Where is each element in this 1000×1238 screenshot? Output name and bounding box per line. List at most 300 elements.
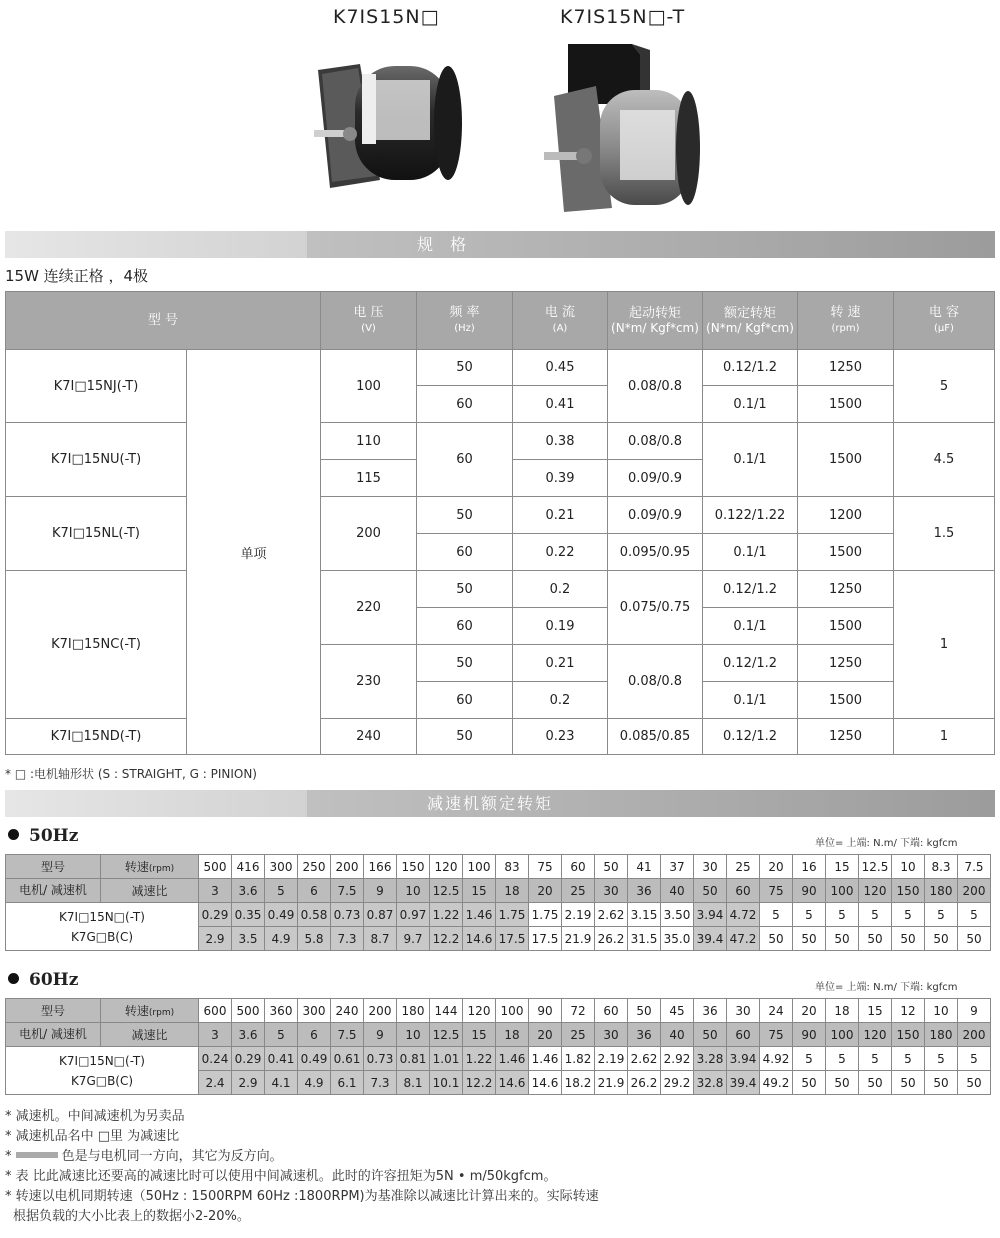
cap-cell: 5 xyxy=(894,350,995,423)
torque-nm-cell: 3.15 xyxy=(628,903,661,927)
model-cell xyxy=(6,1047,199,1095)
cap-cell: 4.5 xyxy=(894,423,995,497)
torque-kgfcm-cell: 47.2 xyxy=(727,927,760,951)
freq-cell: 60 xyxy=(417,534,513,571)
nm-row xyxy=(6,903,991,927)
start-torque-cell: 0.075/0.75 xyxy=(608,571,703,645)
torque-nm-cell: 5 xyxy=(826,1047,859,1071)
label-speed: 转速(rpm) xyxy=(101,855,199,879)
torque-nm-cell: 5 xyxy=(892,903,925,927)
torque-kgfcm-cell: 4.9 xyxy=(265,927,298,951)
start-torque-cell: 0.08/0.8 xyxy=(608,645,703,719)
ratio-cell: 36 xyxy=(628,1023,661,1047)
torque-kgfcm-cell: 50 xyxy=(892,1071,925,1095)
torque-kgfcm-cell: 10.1 xyxy=(430,1071,463,1095)
ratio-cell: 150 xyxy=(892,1023,925,1047)
torque-nm-cell: 3.50 xyxy=(661,903,694,927)
torque-kgfcm-cell: 2.9 xyxy=(232,1071,265,1095)
ratio-cell: 90 xyxy=(793,879,826,903)
current-cell: 0.21 xyxy=(513,645,608,682)
label-machine: 电机/ 减速机 xyxy=(6,879,101,903)
label-ratio: 减速比 xyxy=(101,879,199,903)
torque-nm-cell: 1.01 xyxy=(430,1047,463,1071)
torque-nm-cell: 0.97 xyxy=(397,903,430,927)
ratio-cell: 10 xyxy=(397,1023,430,1047)
speed-cell: 1250 xyxy=(798,350,894,386)
footnote-2: * 减速机品名中 □里 为减速比 xyxy=(5,1129,180,1144)
shaft-note: * □ :电机轴形状 (S : STRAIGHT, G : PINION) xyxy=(5,767,257,781)
torque-kgfcm-cell: 21.9 xyxy=(595,1071,628,1095)
start-torque-cell: 0.085/0.85 xyxy=(608,719,703,755)
spec-section-title: 规 格 xyxy=(307,231,995,258)
freq-cell: 60 xyxy=(417,423,513,497)
speed-cell: 18 xyxy=(826,999,859,1023)
ratio-cell: 75 xyxy=(760,879,793,903)
spec-row xyxy=(6,423,995,460)
rated-torque-cell: 0.1/1 xyxy=(703,682,798,719)
speed-cell: 8.3 xyxy=(925,855,958,879)
start-torque-cell: 0.09/0.9 xyxy=(608,460,703,497)
torque-nm-cell: 5 xyxy=(793,1047,826,1071)
speed-cell: 1500 xyxy=(798,534,894,571)
current-cell: 0.23 xyxy=(513,719,608,755)
speed-row xyxy=(6,855,991,879)
current-cell: 0.45 xyxy=(513,350,608,386)
speed-cell: 100 xyxy=(496,999,529,1023)
ratio-cell: 20 xyxy=(529,1023,562,1047)
speed-cell: 9 xyxy=(958,999,991,1023)
torque-kgfcm-cell: 26.2 xyxy=(628,1071,661,1095)
speed-cell: 200 xyxy=(331,855,364,879)
speed-cell: 50 xyxy=(628,999,661,1023)
start-torque-cell: 0.095/0.95 xyxy=(608,534,703,571)
torque-nm-cell: 1.22 xyxy=(463,1047,496,1071)
torque-kgfcm-cell: 5.8 xyxy=(298,927,331,951)
torque-nm-cell: 3.28 xyxy=(694,1047,727,1071)
speed-cell: 1250 xyxy=(798,719,894,755)
torque-nm-cell: 0.61 xyxy=(331,1047,364,1071)
torque-kgfcm-cell: 35.0 xyxy=(661,927,694,951)
product-title-2: K7IS15N□-T xyxy=(560,6,686,28)
ratio-cell: 15 xyxy=(463,1023,496,1047)
ratio-cell: 12.5 xyxy=(430,879,463,903)
speed-cell: 250 xyxy=(298,855,331,879)
speed-cell: 500 xyxy=(199,855,232,879)
torque-nm-cell: 5 xyxy=(859,903,892,927)
freq-cell: 50 xyxy=(417,645,513,682)
torque-kgfcm-cell: 7.3 xyxy=(364,1071,397,1095)
voltage-cell: 115 xyxy=(321,460,417,497)
speed-cell: 100 xyxy=(463,855,496,879)
torque-kgfcm-cell: 8.1 xyxy=(397,1071,430,1095)
torque-kgfcm-cell: 4.1 xyxy=(265,1071,298,1095)
speed-cell: 30 xyxy=(727,999,760,1023)
ratio-cell: 6 xyxy=(298,879,331,903)
ratio-cell: 5 xyxy=(265,1023,298,1047)
ratio-cell: 150 xyxy=(892,879,925,903)
ratio-cell: 60 xyxy=(727,879,760,903)
torque-nm-cell: 5 xyxy=(958,1047,991,1071)
rated-torque-cell: 0.12/1.2 xyxy=(703,350,798,386)
model-cell: K7I□15NU(-T) xyxy=(6,423,187,497)
spec-subtitle: 15W 连续正格 ，4极 xyxy=(5,267,148,285)
footnote-3: * 色是与电机同一方向，其它为反方向。 xyxy=(5,1149,283,1164)
label-ratio: 减速比 xyxy=(101,1023,199,1047)
ratio-cell: 30 xyxy=(595,879,628,903)
torque-kgfcm-cell: 29.2 xyxy=(661,1071,694,1095)
rated-torque-cell: 0.1/1 xyxy=(703,608,798,645)
current-cell: 0.39 xyxy=(513,460,608,497)
torque-nm-cell: 5 xyxy=(925,903,958,927)
speed-cell: 300 xyxy=(298,999,331,1023)
torque-kgfcm-cell: 50 xyxy=(826,927,859,951)
spec-row xyxy=(6,719,995,755)
motor-model: K7I□15N□(-T) xyxy=(59,909,145,924)
ratio-cell: 6 xyxy=(298,1023,331,1047)
ratio-cell: 3 xyxy=(199,1023,232,1047)
torque-nm-cell: 5 xyxy=(793,903,826,927)
torque-kgfcm-cell: 3.5 xyxy=(232,927,265,951)
label-model: 型号 xyxy=(6,999,101,1023)
ratio-cell: 12.5 xyxy=(430,1023,463,1047)
ratio-cell: 90 xyxy=(793,1023,826,1047)
speed-cell: 30 xyxy=(694,855,727,879)
speed-cell: 1500 xyxy=(798,423,894,497)
speed-cell: 300 xyxy=(265,855,298,879)
speed-cell: 90 xyxy=(529,999,562,1023)
speed-cell: 200 xyxy=(364,999,397,1023)
ratio-cell: 7.5 xyxy=(331,1023,364,1047)
speed-cell: 60 xyxy=(562,855,595,879)
bullet-icon xyxy=(8,829,19,840)
speed-cell: 166 xyxy=(364,855,397,879)
voltage-cell: 230 xyxy=(321,645,417,719)
ratio-cell: 18 xyxy=(496,1023,529,1047)
torque-nm-cell: 2.19 xyxy=(595,1047,628,1071)
ratio-cell: 40 xyxy=(661,879,694,903)
speed-cell: 45 xyxy=(661,999,694,1023)
model-cell: K7I□15ND(-T) xyxy=(6,719,187,755)
header-speed: 转 速 (rpm) xyxy=(798,292,894,350)
speed-cell: 36 xyxy=(694,999,727,1023)
ratio-cell: 75 xyxy=(760,1023,793,1047)
current-cell: 0.2 xyxy=(513,682,608,719)
speed-cell: 120 xyxy=(430,855,463,879)
torque-kgfcm-cell: 12.2 xyxy=(463,1071,496,1095)
current-cell: 0.38 xyxy=(513,423,608,460)
torque-nm-cell: 2.62 xyxy=(595,903,628,927)
torque-kgfcm-cell: 39.4 xyxy=(727,1071,760,1095)
spec-section-header xyxy=(5,231,995,258)
current-cell: 0.22 xyxy=(513,534,608,571)
footnote-5: * 转速以电机同期转速（50Hz : 1500RPM 60Hz :1800RPM)为基准除以减速比计算出来的。实际转速 xyxy=(5,1189,599,1204)
ratio-cell: 100 xyxy=(826,1023,859,1047)
torque-kgfcm-cell: 50 xyxy=(925,927,958,951)
speed-cell: 50 xyxy=(595,855,628,879)
footnote-1: * 减速机。中间减速机为另卖品 xyxy=(5,1109,185,1124)
ratio-cell: 50 xyxy=(694,879,727,903)
ratio-cell: 7.5 xyxy=(331,879,364,903)
speed-cell: 144 xyxy=(430,999,463,1023)
current-cell: 0.2 xyxy=(513,571,608,608)
ratio-cell: 40 xyxy=(661,1023,694,1047)
header-start-torque: 起动转矩 (N*m/ Kgf*cm) xyxy=(608,292,703,350)
rated-torque-cell: 0.1/1 xyxy=(703,386,798,423)
gear-section-header xyxy=(5,790,995,817)
torque-kgfcm-cell: 21.9 xyxy=(562,927,595,951)
speed-cell: 500 xyxy=(232,999,265,1023)
torque-nm-cell: 5 xyxy=(859,1047,892,1071)
speed-cell: 240 xyxy=(331,999,364,1023)
voltage-cell: 110 xyxy=(321,423,417,460)
rated-torque-cell: 0.12/1.2 xyxy=(703,571,798,608)
torque-nm-cell: 0.58 xyxy=(298,903,331,927)
label-model: 型号 xyxy=(6,855,101,879)
torque-nm-cell: 5 xyxy=(826,903,859,927)
torque-kgfcm-cell: 14.6 xyxy=(463,927,496,951)
torque-nm-cell: 0.73 xyxy=(331,903,364,927)
speed-cell: 10 xyxy=(892,855,925,879)
speed-cell: 12 xyxy=(892,999,925,1023)
torque-kgfcm-cell: 2.9 xyxy=(199,927,232,951)
ratio-cell: 60 xyxy=(727,1023,760,1047)
rated-torque-cell: 0.12/1.2 xyxy=(703,645,798,682)
torque-kgfcm-cell: 50 xyxy=(826,1071,859,1095)
gear-section-title: 减速机额定转矩 xyxy=(307,790,995,817)
torque-nm-cell: 4.92 xyxy=(760,1047,793,1071)
torque-nm-cell: 3.94 xyxy=(694,903,727,927)
speed-cell: 180 xyxy=(397,999,430,1023)
label-speed: 转速(rpm) xyxy=(101,999,199,1023)
speed-row xyxy=(6,999,991,1023)
motor-image-2 xyxy=(540,40,720,215)
freq-cell: 60 xyxy=(417,608,513,645)
model-cell xyxy=(6,903,199,951)
speed-cell: 60 xyxy=(595,999,628,1023)
nm-row xyxy=(6,1047,991,1071)
hz60-unit: 单位= 上端: N.m/ 下端: kgfcm xyxy=(815,982,958,993)
current-cell: 0.21 xyxy=(513,497,608,534)
ratio-cell: 36 xyxy=(628,879,661,903)
header-current: 电 流 (A) xyxy=(513,292,608,350)
speed-cell: 1500 xyxy=(798,608,894,645)
current-cell: 0.41 xyxy=(513,386,608,423)
speed-cell: 83 xyxy=(496,855,529,879)
ratio-cell: 50 xyxy=(694,1023,727,1047)
torque-nm-cell: 0.41 xyxy=(265,1047,298,1071)
speed-cell: 20 xyxy=(793,999,826,1023)
torque-nm-cell: 0.35 xyxy=(232,903,265,927)
torque-nm-cell: 2.62 xyxy=(628,1047,661,1071)
ratio-row xyxy=(6,879,991,903)
speed-cell: 15 xyxy=(859,999,892,1023)
rated-torque-cell: 0.1/1 xyxy=(703,423,798,497)
ratio-cell: 25 xyxy=(562,879,595,903)
ratio-cell: 100 xyxy=(826,879,859,903)
torque-kgfcm-cell: 9.7 xyxy=(397,927,430,951)
grey-swatch xyxy=(16,1152,58,1158)
spec-header-row xyxy=(6,292,995,350)
torque-kgfcm-cell: 50 xyxy=(859,1071,892,1095)
torque-nm-cell: 0.24 xyxy=(199,1047,232,1071)
torque-kgfcm-cell: 49.2 xyxy=(760,1071,793,1095)
ratio-cell: 180 xyxy=(925,879,958,903)
torque-nm-cell: 0.49 xyxy=(265,903,298,927)
voltage-cell: 220 xyxy=(321,571,417,645)
voltage-cell: 240 xyxy=(321,719,417,755)
voltage-cell: 100 xyxy=(321,350,417,423)
start-torque-cell: 0.08/0.8 xyxy=(608,423,703,460)
torque-kgfcm-cell: 50 xyxy=(859,927,892,951)
model-cell: K7I□15NC(-T) xyxy=(6,571,187,719)
torque-nm-cell: 0.29 xyxy=(199,903,232,927)
torque-kgfcm-cell: 18.2 xyxy=(562,1071,595,1095)
speed-cell: 600 xyxy=(199,999,232,1023)
gearhead-model: K7G□B(C) xyxy=(70,929,134,944)
torque-kgfcm-cell: 4.9 xyxy=(298,1071,331,1095)
torque-kgfcm-cell: 50 xyxy=(958,1071,991,1095)
torque-nm-cell: 1.46 xyxy=(529,1047,562,1071)
phase-cell: 单项 xyxy=(187,350,321,755)
speed-cell: 72 xyxy=(562,999,595,1023)
speed-cell: 7.5 xyxy=(958,855,991,879)
torque-nm-cell: 1.46 xyxy=(463,903,496,927)
torque-kgfcm-cell: 17.5 xyxy=(529,927,562,951)
start-torque-cell: 0.08/0.8 xyxy=(608,350,703,423)
ratio-row xyxy=(6,1023,991,1047)
speed-cell: 37 xyxy=(661,855,694,879)
ratio-cell: 120 xyxy=(859,1023,892,1047)
torque-nm-cell: 3.94 xyxy=(727,1047,760,1071)
ratio-cell: 120 xyxy=(859,879,892,903)
torque-kgfcm-cell: 50 xyxy=(958,927,991,951)
ratio-cell: 30 xyxy=(595,1023,628,1047)
ratio-cell: 3.6 xyxy=(232,1023,265,1047)
torque-kgfcm-cell: 50 xyxy=(925,1071,958,1095)
ratio-cell: 3.6 xyxy=(232,879,265,903)
header-rated-torque: 额定转矩 (N*m/ Kgf*cm) xyxy=(703,292,798,350)
ratio-cell: 180 xyxy=(925,1023,958,1047)
rated-torque-cell: 0.122/1.22 xyxy=(703,497,798,534)
torque-kgfcm-cell: 14.6 xyxy=(529,1071,562,1095)
torque-nm-cell: 5 xyxy=(760,903,793,927)
ratio-cell: 200 xyxy=(958,879,991,903)
spec-row xyxy=(6,350,995,386)
ratio-cell: 3 xyxy=(199,879,232,903)
torque-kgfcm-cell: 39.4 xyxy=(694,927,727,951)
spec-table xyxy=(5,291,995,755)
torque-kgfcm-cell: 8.7 xyxy=(364,927,397,951)
voltage-cell: 200 xyxy=(321,497,417,571)
freq-cell: 50 xyxy=(417,497,513,534)
speed-cell: 20 xyxy=(760,855,793,879)
gear60-table xyxy=(5,998,991,1095)
rated-torque-cell: 0.1/1 xyxy=(703,534,798,571)
ratio-cell: 5 xyxy=(265,879,298,903)
ratio-cell: 20 xyxy=(529,879,562,903)
speed-cell: 1500 xyxy=(798,682,894,719)
torque-kgfcm-cell: 6.1 xyxy=(331,1071,364,1095)
torque-nm-cell: 0.73 xyxy=(364,1047,397,1071)
spec-row xyxy=(6,497,995,534)
torque-nm-cell: 0.87 xyxy=(364,903,397,927)
torque-kgfcm-cell: 17.5 xyxy=(496,927,529,951)
torque-kgfcm-cell: 50 xyxy=(760,927,793,951)
cap-cell: 1.5 xyxy=(894,497,995,571)
motor-image-1 xyxy=(300,50,480,200)
speed-cell: 75 xyxy=(529,855,562,879)
torque-nm-cell: 1.82 xyxy=(562,1047,595,1071)
hz60-title: 60Hz xyxy=(8,970,78,990)
speed-cell: 12.5 xyxy=(859,855,892,879)
torque-nm-cell: 2.92 xyxy=(661,1047,694,1071)
ratio-cell: 25 xyxy=(562,1023,595,1047)
torque-kgfcm-cell: 12.2 xyxy=(430,927,463,951)
motor-model: K7I□15N□(-T) xyxy=(59,1053,145,1068)
header-cap: 电 容 (μF) xyxy=(894,292,995,350)
torque-nm-cell: 1.22 xyxy=(430,903,463,927)
speed-cell: 416 xyxy=(232,855,265,879)
torque-kgfcm-cell: 26.2 xyxy=(595,927,628,951)
torque-kgfcm-cell: 50 xyxy=(793,927,826,951)
torque-nm-cell: 0.29 xyxy=(232,1047,265,1071)
speed-cell: 10 xyxy=(925,999,958,1023)
ratio-cell: 9 xyxy=(364,1023,397,1047)
freq-cell: 60 xyxy=(417,682,513,719)
torque-nm-cell: 1.75 xyxy=(496,903,529,927)
torque-kgfcm-cell: 2.4 xyxy=(199,1071,232,1095)
gear50-table xyxy=(5,854,991,951)
hz50-unit: 单位= 上端: N.m/ 下端: kgfcm xyxy=(815,838,958,849)
product-title-1: K7IS15N□ xyxy=(333,6,440,28)
footnotes xyxy=(5,1107,599,1227)
speed-cell: 1250 xyxy=(798,571,894,608)
torque-kgfcm-cell: 31.5 xyxy=(628,927,661,951)
speed-cell: 1500 xyxy=(798,386,894,423)
label-machine: 电机/ 减速机 xyxy=(6,1023,101,1047)
gearhead-model: K7G□B(C) xyxy=(70,1073,134,1088)
header-voltage: 电 压 (V) xyxy=(321,292,417,350)
header-model: 型 号 xyxy=(6,292,321,350)
speed-cell: 120 xyxy=(463,999,496,1023)
torque-kgfcm-cell: 14.6 xyxy=(496,1071,529,1095)
hz50-title: 50Hz xyxy=(8,826,78,846)
start-torque-cell: 0.09/0.9 xyxy=(608,497,703,534)
speed-cell: 360 xyxy=(265,999,298,1023)
speed-cell: 150 xyxy=(397,855,430,879)
current-cell: 0.19 xyxy=(513,608,608,645)
freq-cell: 50 xyxy=(417,350,513,386)
cap-cell: 1 xyxy=(894,719,995,755)
bullet-icon xyxy=(8,973,19,984)
torque-kgfcm-cell: 32.8 xyxy=(694,1071,727,1095)
footnote-6: 根据负载的大小比表上的数据小2-20%。 xyxy=(13,1209,250,1224)
ratio-cell: 18 xyxy=(496,879,529,903)
speed-cell: 41 xyxy=(628,855,661,879)
ratio-cell: 200 xyxy=(958,1023,991,1047)
model-cell: K7I□15NJ(-T) xyxy=(6,350,187,423)
rated-torque-cell: 0.12/1.2 xyxy=(703,719,798,755)
torque-nm-cell: 0.49 xyxy=(298,1047,331,1071)
spec-row xyxy=(6,571,995,608)
torque-nm-cell: 2.19 xyxy=(562,903,595,927)
header-freq: 频 率 (Hz) xyxy=(417,292,513,350)
speed-cell: 24 xyxy=(760,999,793,1023)
model-cell: K7I□15NL(-T) xyxy=(6,497,187,571)
torque-kgfcm-cell: 7.3 xyxy=(331,927,364,951)
torque-nm-cell: 5 xyxy=(892,1047,925,1071)
speed-cell: 16 xyxy=(793,855,826,879)
